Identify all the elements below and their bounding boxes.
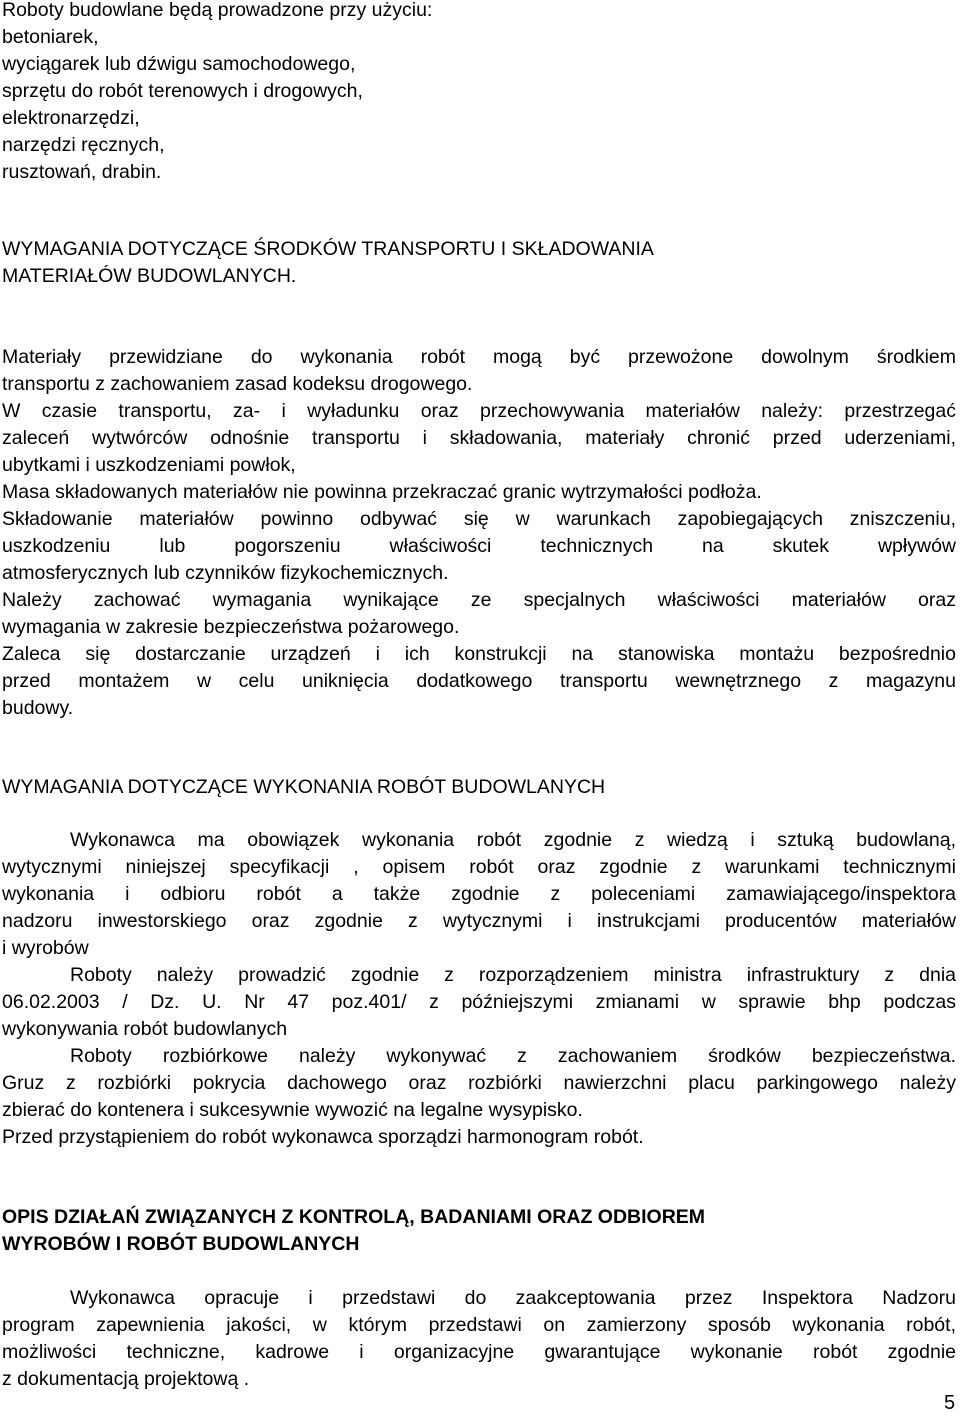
body-line: W czasie transportu, za- i wyładunku oraz przechowywania materiałów należy: przestrzegać xyxy=(2,400,956,422)
section-body-execution xyxy=(2,827,956,1151)
body-line: Materiały przewidziane do wykonania robót mogą być przewożone dowolnym środkiem xyxy=(2,346,956,368)
body-line: zaleceń wytwórców odnośnie transportu i składowania, materiały chronić przed uderzeniami, xyxy=(2,427,956,449)
body-line: Należy zachować wymagania wynikające ze specjalnych właściwości materiałów oraz xyxy=(2,589,956,611)
body-line: ubytkami i uszkodzeniami powłok, xyxy=(2,454,296,476)
body-line: Przed przystąpieniem do robót wykonawca sporządzi harmonogram robót. xyxy=(2,1126,644,1148)
body-line: Masa składowanych materiałów nie powinna przekraczać granic wytrzymałości podłoża. xyxy=(2,481,762,503)
section-heading-line: WYROBÓW I ROBÓT BUDOWLANYCH xyxy=(2,1233,360,1255)
section-heading-execution xyxy=(2,774,956,801)
intro-line: betoniarek, xyxy=(2,26,99,48)
body-line: Wykonawca opracuje i przedstawi do zaakceptowania przez Inspektora Nadzoru xyxy=(70,1287,956,1309)
body-line: Składowanie materiałów powinno odbywać się w warunkach zapobiegających zniszczeniu, xyxy=(2,508,956,530)
body-line: Gruz z rozbiórki pokrycia dachowego oraz rozbiórki nawierzchni placu parkingowego należy xyxy=(2,1072,956,1094)
body-line: Roboty należy prowadzić zgodnie z rozporządzeniem ministra infrastruktury z dnia xyxy=(70,964,956,986)
body-line: transportu z zachowaniem zasad kodeksu drogowego. xyxy=(2,373,473,395)
body-line: uszkodzeniu lub pogorszeniu właściwości technicznych na skutek wpływów xyxy=(2,535,956,557)
section-heading-line: MATERIAŁÓW BUDOWLANYCH. xyxy=(2,265,297,287)
body-line: Zaleca się dostarczanie urządzeń i ich konstrukcji na stanowiska montażu bezpośrednio xyxy=(2,643,956,665)
body-line: wytycznymi niniejszej specyfikacji , opisem robót oraz zgodnie z warunkami technicznymi xyxy=(2,856,956,878)
body-line: zbierać do kontenera i sukcesywnie wywozić na legalne wysypisko. xyxy=(2,1099,583,1121)
body-line: wymagania w zakresie bezpieczeństwa pożarowego. xyxy=(2,616,460,638)
section-body-quality xyxy=(2,1285,956,1393)
section-heading-line xyxy=(2,1204,956,1231)
body-line: możliwości techniczne, kadrowe i organizacyjne gwarantujące wykonanie robót zgodnie xyxy=(2,1341,956,1363)
section-heading-transport xyxy=(2,236,956,290)
section-heading-line: WYMAGANIA DOTYCZĄCE ŚRODKÓW TRANSPORTU I SKŁADOWANIA xyxy=(2,238,654,260)
body-line: wykonania i odbioru robót a także zgodnie z poleceniami zamawiającego/inspektora xyxy=(2,883,956,905)
body-line: z dokumentacją projektową . xyxy=(2,1368,250,1390)
section-heading-line: WYMAGANIA DOTYCZĄCE WYKONANIA ROBÓT BUDOWLANYCH xyxy=(2,776,606,798)
intro-list xyxy=(2,0,956,186)
page-number: 5 xyxy=(944,1392,956,1414)
section-heading-quality xyxy=(2,1204,956,1258)
body-line: i wyrobów xyxy=(2,937,89,959)
intro-line: wyciągarek lub dźwigu samochodowego, xyxy=(2,53,356,75)
body-line: Wykonawca ma obowiązek wykonania robót zgodnie z wiedzą i sztuką budowlaną, xyxy=(70,829,956,851)
intro-line: rusztowań, drabin. xyxy=(2,161,162,183)
intro-line: narzędzi ręcznych, xyxy=(2,134,165,156)
intro-line: sprzętu do robót terenowych i drogowych, xyxy=(2,80,363,102)
heading-part: OPIS DZIAŁAŃ ZWIĄZANYCH Z KONTROLĄ, BADANIAMI ORAZ ODBIOREM xyxy=(2,1206,706,1228)
body-line: 06.02.2003 / Dz. U. Nr 47 poz.401/ z późniejszymi zmianami w sprawie bhp podczas xyxy=(2,991,956,1013)
body-line: atmosferycznych lub czynników fizykochemicznych. xyxy=(2,562,449,584)
body-line: budowy. xyxy=(2,697,74,719)
body-line: wykonywania robót budowlanych xyxy=(2,1018,288,1040)
body-line: program zapewnienia jakości, w którym przedstawi on zamierzony sposób wykonania robót, xyxy=(2,1314,956,1336)
intro-line: elektronarzędzi, xyxy=(2,107,140,129)
section-body-transport xyxy=(2,344,956,722)
body-line: przed montażem w celu uniknięcia dodatkowego transportu wewnętrznego z magazynu xyxy=(2,670,956,692)
intro-line: Roboty budowlane będą prowadzone przy użyciu: xyxy=(2,0,433,21)
body-line: Roboty rozbiórkowe należy wykonywać z zachowaniem środków bezpieczeństwa. xyxy=(70,1045,956,1067)
body-line: nadzoru inwestorskiego oraz zgodnie z wytycznymi i instrukcjami producentów materiałów xyxy=(2,910,956,932)
